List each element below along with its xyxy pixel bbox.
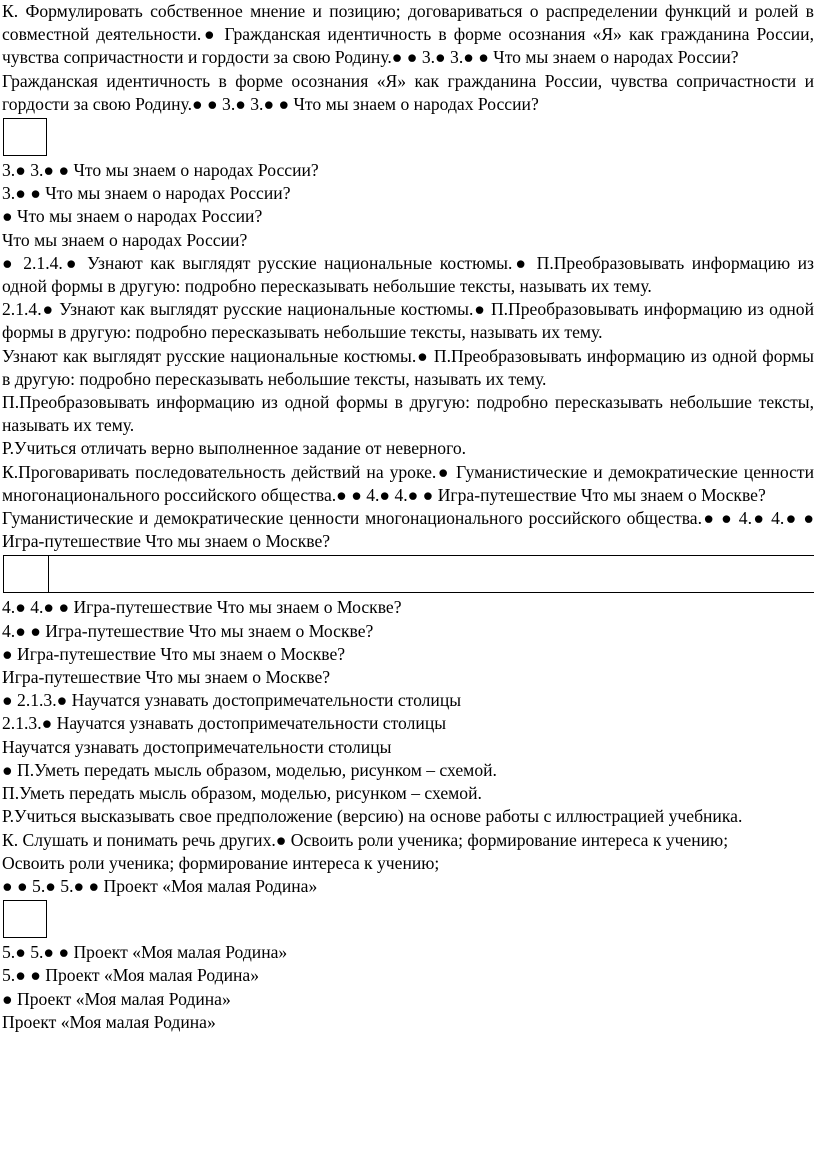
paragraph: ● 2.1.4.● Узнают как выглядят русские национальные костюмы.● П.Преобразовывать информацию из одной формы в другую: подробно пересказывать небольшие тексты, называть их тему. [2, 252, 814, 297]
paragraph: 3.● 3.● ● Что мы знаем о народах России? [2, 160, 319, 181]
paragraph: 5.● ● Проект «Моя малая Родина» [2, 965, 260, 986]
empty-table-cell [3, 118, 47, 156]
empty-table-cell [3, 900, 47, 938]
paragraph: Научатся узнавать достопримечательности столицы [2, 736, 392, 757]
paragraph: ● 2.1.3.● Научатся узнавать достопримечательности столицы [2, 690, 462, 711]
paragraph: Игра-путешествие Что мы знаем о Москве? [2, 667, 331, 688]
paragraph: 2.1.3.● Научатся узнавать достопримечательности столицы [2, 713, 447, 734]
paragraph: 4.● 4.● ● Игра-путешествие Что мы знаем о Москве? [2, 597, 402, 618]
paragraph: 4.● ● Игра-путешествие Что мы знаем о Москве? [2, 620, 374, 641]
paragraph: 5.● 5.● ● Проект «Моя малая Родина» [2, 942, 288, 963]
paragraph: ● П.Уметь передать мысль образом, моделью, рисунком – схемой. [2, 759, 497, 780]
paragraph: П.Преобразовывать информацию из одной формы в другую: подробно пересказывать небольшие тексты, называть их тему. [2, 392, 814, 436]
paragraph: 3.● ● Что мы знаем о народах России? [2, 183, 291, 204]
empty-table-cell [49, 556, 814, 592]
paragraph: ● Что мы знаем о народах России? [2, 206, 263, 227]
paragraph: Проект «Моя малая Родина» [2, 1011, 216, 1032]
paragraph: П.Уметь передать мысль образом, моделью, рисунком – схемой. [2, 783, 482, 804]
paragraph: Освоить роли ученика; формирование интереса к учению; [2, 852, 440, 873]
paragraph: ● Игра-путешествие Что мы знаем о Москве? [2, 643, 346, 664]
paragraph: К. Слушать и понимать речь других.● Освоить роли ученика; формирование интереса к учению; [2, 829, 729, 850]
paragraph: ● ● 5.● 5.● ● Проект «Моя малая Родина» [2, 875, 318, 896]
empty-table-row [3, 555, 814, 593]
paragraph: Гражданская идентичность в форме осознания «Я» как гражданина России, чувства сопричастности и гордости за свою Родину.● ● 3.● 3.● ● Что мы знаем о народах России? [2, 70, 814, 114]
paragraph: Гуманистические и демократические ценности многонационального российского общества.● ● 4.● 4.● ● Игра-путешествие Что мы знаем о Москве? [2, 508, 814, 552]
paragraph: К.Проговаривать последовательность действий на уроке.● Гуманистические и демократические ценности многонационального российского общества.● ● 4.● 4.● ● Игра-путешествие Что мы знаем о Москве? [2, 461, 814, 505]
paragraph: Что мы знаем о народах России? [2, 229, 248, 250]
paragraph: 2.1.4.● Узнают как выглядят русские национальные костюмы.● П.Преобразовывать информацию из одной формы в другую: подробно пересказывать небольшие тексты, называть их тему. [2, 299, 814, 343]
paragraph: Узнают как выглядят русские национальные костюмы.● П.Преобразовывать информацию из одной формы в другую: подробно пересказывать небольшие тексты, называть их тему. [2, 345, 814, 389]
empty-table-cell [4, 556, 49, 592]
paragraph: Р.Учиться отличать верно выполненное задание от неверного. [2, 438, 467, 459]
paragraph: Р.Учиться высказывать свое предположение (версию) на основе работы с иллюстрацией учебника. [2, 806, 743, 827]
paragraph: К. Формулировать собственное мнение и позицию; договариваться о распределении функций и ролей в совместной деятельности.● Гражданская идентичность в форме осознания «Я» как гражданина России, чувства сопричастности и гордости за свою Родину.● ● 3.● 3.● ● Что мы знаем о народах России? [2, 1, 814, 68]
paragraph: ● Проект «Моя малая Родина» [2, 988, 231, 1009]
